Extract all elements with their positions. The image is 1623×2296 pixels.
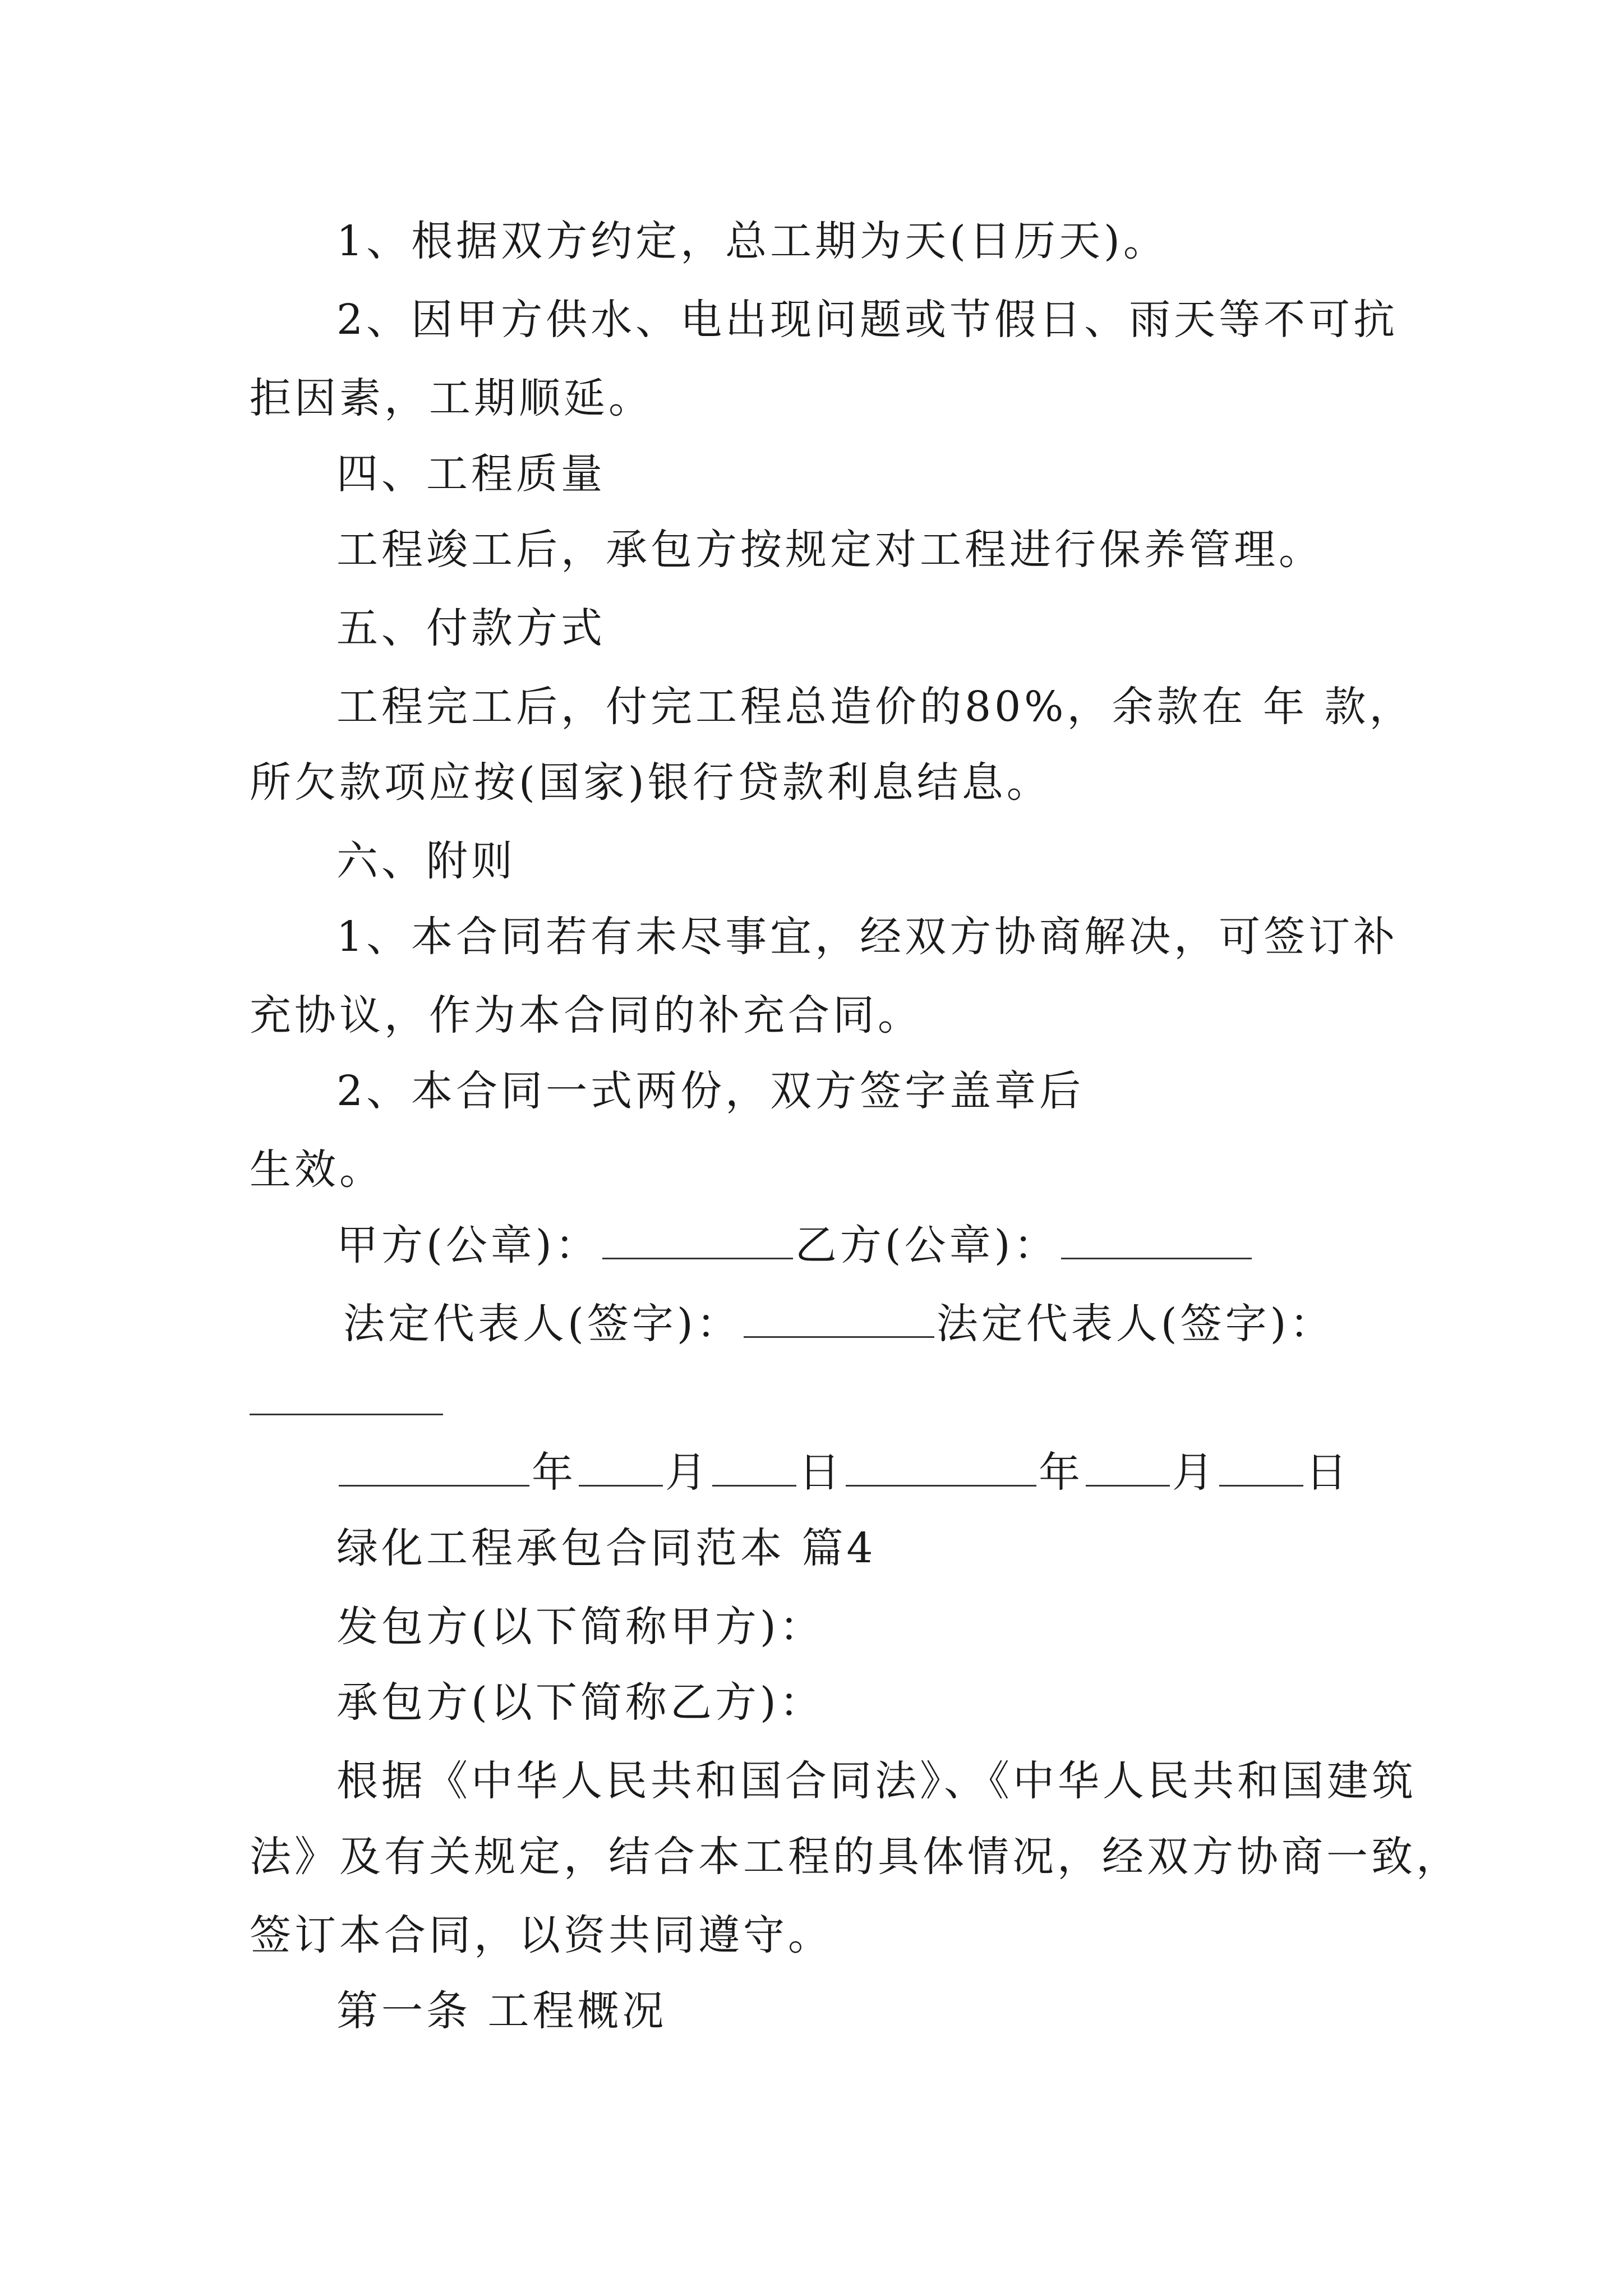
paragraph-line: 工程完工后，付完工程总造价的80%，余款在 年 款， xyxy=(336,683,1414,731)
party-a-seal-label: 甲方(公章)： xyxy=(336,1221,600,1269)
date-line xyxy=(336,1444,1350,1501)
paragraph-line: 充协议，作为本合同的补充合同。 xyxy=(250,991,923,1039)
year-label: 年 xyxy=(532,1448,577,1497)
paragraph-line: 根据《中华人民共和国合同法》、《中华人民共和国建筑 xyxy=(336,1757,1417,1805)
paragraph-line: 拒因素，工期顺延。 xyxy=(250,374,653,422)
section-heading: 六、附则 xyxy=(336,837,516,885)
month-blank xyxy=(579,1446,663,1487)
year-blank xyxy=(339,1446,529,1487)
party-b-rep-blank xyxy=(250,1414,443,1415)
day-label: 日 xyxy=(799,1448,843,1497)
representative-line xyxy=(343,1296,1335,1352)
paragraph-line: 签订本合同，以资共同遵守。 xyxy=(250,1911,833,1959)
paragraph-line: 1、根据双方约定，总工期为天(日历天)。 xyxy=(336,217,1168,265)
seal-line xyxy=(336,1217,1254,1273)
section-heading: 第一条 工程概况 xyxy=(336,1987,667,2035)
paragraph-line: 发包方(以下简称甲方)： xyxy=(336,1603,824,1651)
year-label: 年 xyxy=(1039,1448,1083,1497)
paragraph-line: 生效。 xyxy=(250,1145,384,1194)
party-a-rep-blank xyxy=(744,1297,934,1338)
paragraph-line: 承包方(以下简称乙方)： xyxy=(336,1678,824,1727)
party-a-seal-blank xyxy=(602,1218,793,1259)
paragraph-line: 工程竣工后，承包方按规定对工程进行保养管理。 xyxy=(336,526,1324,574)
paragraph-line: 2、本合同一式两份，双方签字盖章后 xyxy=(336,1067,1085,1115)
contract-title: 绿化工程承包合同范本 篇4 xyxy=(336,1524,877,1572)
paragraph-line: 2、因甲方供水、电出现问题或节假日、雨天等不可抗 xyxy=(336,296,1399,344)
month-blank xyxy=(1086,1446,1170,1487)
party-b-rep-label: 法定代表人(签字)： xyxy=(936,1300,1335,1348)
section-heading: 五、付款方式 xyxy=(336,604,606,652)
paragraph-line: 法》及有关规定，结合本工程的具体情况，经双方协商一致， xyxy=(250,1833,1461,1881)
party-b-seal-blank xyxy=(1061,1218,1252,1259)
paragraph-line: 所欠款项应按(国家)银行贷款利息结息。 xyxy=(250,758,1052,807)
year-blank xyxy=(846,1446,1036,1487)
day-blank xyxy=(1219,1446,1303,1487)
day-blank xyxy=(712,1446,796,1487)
paragraph-line: 1、本合同若有未尽事宜，经双方协商解决，可签订补 xyxy=(336,913,1399,961)
month-label: 月 xyxy=(1172,1448,1217,1497)
party-a-rep-label: 法定代表人(签字)： xyxy=(343,1300,741,1348)
party-b-seal-label: 乙方(公章)： xyxy=(795,1221,1059,1269)
month-label: 月 xyxy=(665,1448,710,1497)
section-heading: 四、工程质量 xyxy=(336,450,606,498)
day-label: 日 xyxy=(1306,1448,1350,1497)
